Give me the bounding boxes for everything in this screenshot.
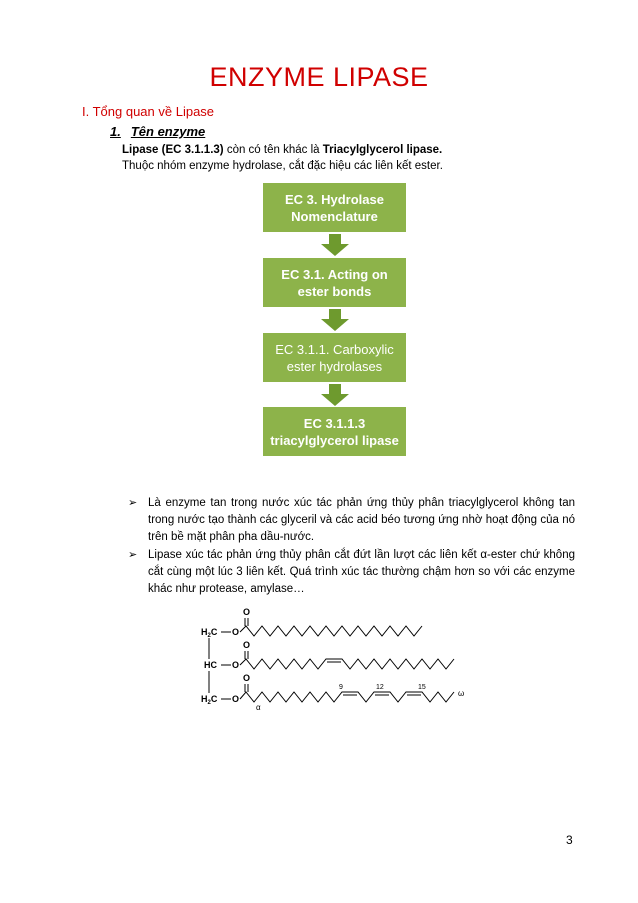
arrow-bullet-icon: ➢ [128,549,138,561]
page-title: ENZYME LIPASE [209,62,429,92]
subsection-label: Tên enzyme [130,124,206,139]
position-15-label: 15 [418,684,426,691]
ester-oxygen: O [232,660,240,670]
ec-number: Lipase (EC 3.1.1.3) [122,144,224,156]
bullet-text: Là enzyme tan trong nước xúc tác phản ứng thủy phân triacylglycerol không tan trong nước tạo thành các glyceril và các acid béo tương ứng nhờ hoạt động của nó trên bề mặt phân pha dầu-nước. [148,497,575,543]
flow-box-4 [262,406,407,457]
page-number: 3 [566,833,573,847]
alpha-label: α [256,703,261,710]
position-9-label: 9 [339,684,343,691]
down-arrow-icon [320,309,350,331]
list-item [128,495,575,546]
intro-paragraph-2: Thuộc nhóm enzyme hydrolase, cắt đặc hiệu các liên kết ester. [122,160,443,172]
ester-oxygen: O [232,627,240,637]
subsection-heading [110,124,205,139]
intro-paragraph-1 [122,144,442,156]
down-arrow-icon [320,384,350,406]
hc-label: HC [204,660,217,670]
flow-box-text: EC 3.1. Acting on ester bonds [281,266,388,299]
down-arrow-icon [320,234,350,256]
list-item [128,547,575,598]
flow-box-text: EC 3.1.1.3 triacylglycerol lipase [270,415,399,448]
flow-box-text: EC 3. Hydrolase Nomenclature [285,191,384,224]
subsection-number: 1. [110,124,121,139]
ester-oxygen: O [232,694,240,704]
arrow-bullet-icon: ➢ [128,497,138,509]
paragraph-text: còn có tên khác là [223,144,323,156]
carbonyl-oxygen: O [243,640,251,650]
position-12-label: 12 [376,684,384,691]
flow-box-text: EC 3.1.1. Carboxylic ester hydrolases [275,341,394,374]
carbonyl-oxygen: O [243,673,251,683]
flow-box-3 [262,332,407,383]
flow-box-1 [262,182,407,233]
h2c-label-top: $H_2C$ [201,627,218,639]
carbonyl-oxygen: O [243,607,251,617]
section-heading: I. Tổng quan về Lipase [82,104,215,119]
h2c-label-bottom: $H_2C$ [201,694,218,706]
bullet-list [128,495,575,599]
triglyceride-structure [190,600,490,710]
alt-name: Triacylglycerol lipase. [322,144,443,156]
flow-box-2 [262,257,407,308]
bullet-text: Lipase xúc tác phản ứng thủy phân cắt đứt lần lượt các liên kết α-ester chứ không cắt cùng một lúc 3 liên kết. Quá trình xúc tác thường chậm hơn so với các enzyme khác như protease, amylase… [148,549,575,595]
omega-label: ω [458,689,465,698]
